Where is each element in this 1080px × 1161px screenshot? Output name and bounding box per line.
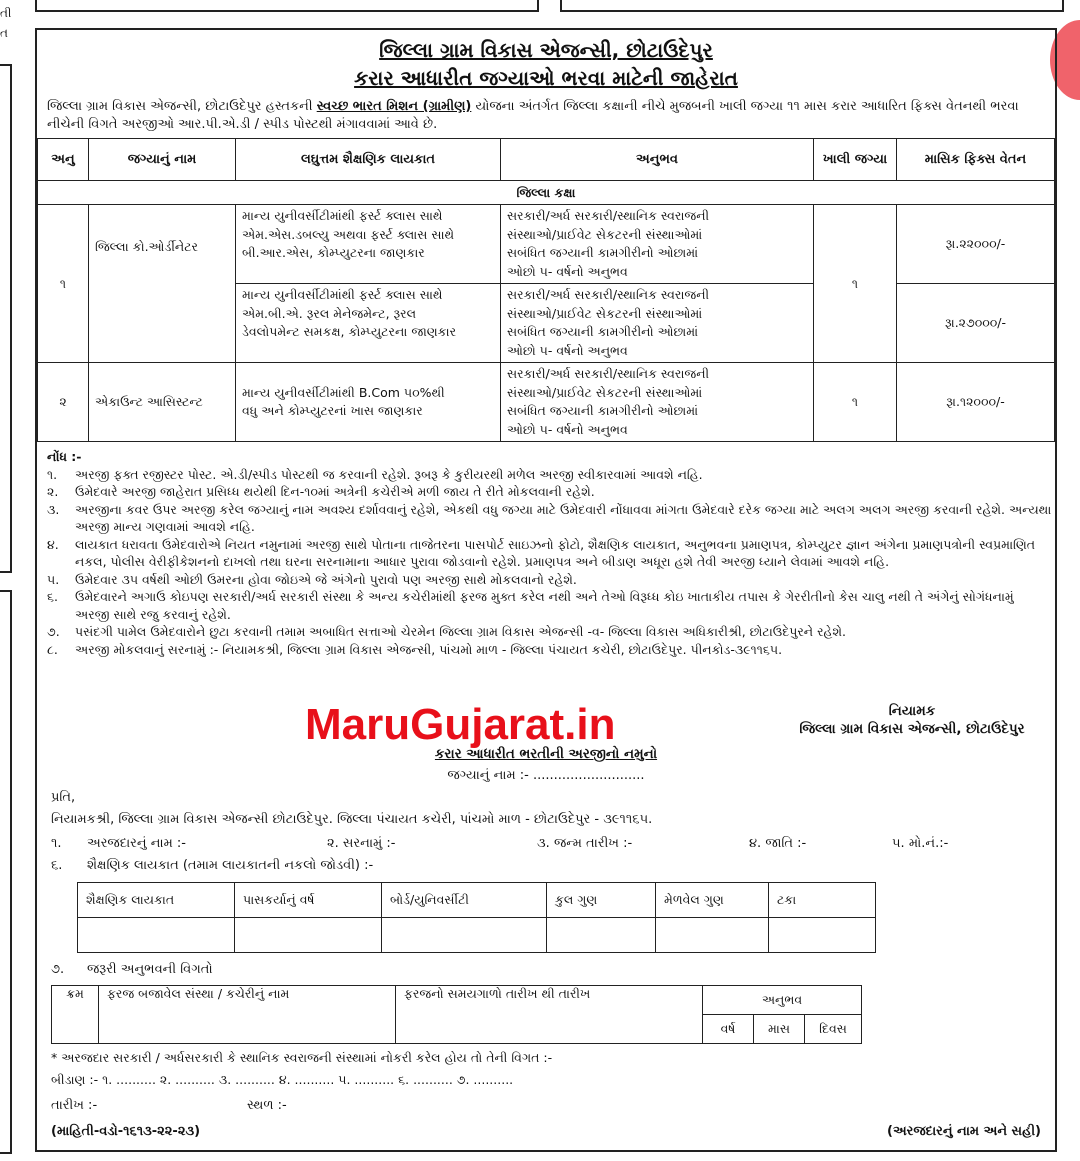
vacancy-count: ૧ [814,363,897,442]
signatory-title: નિયામક [888,703,936,719]
empty-cell[interactable] [78,918,235,953]
empty-cell[interactable] [656,918,769,953]
section-row [38,181,1055,205]
col-header: જગ્યાનું નામ [89,139,236,181]
empty-cell[interactable] [769,918,876,953]
col-header: ફરજ બજાવેલ સંસ્થા / કચેરીનું નામ [99,986,396,1044]
left-edge-fragment [0,0,14,1161]
attachments: બીડાણ :- ૧. .......... ૨. .......... ૩. .......... ૪. .......... ૫. .......... ૬. .......... ૭. .......... [51,1072,514,1087]
qualification: માન્ય યુનીવર્સીટીમાંથી B.Com ૫૦%થી વધુ અને કોમ્પ્યુટરનાં ખાસ જાણકાર [236,363,501,442]
col-header: ક્રમ [52,986,99,1044]
salary: રૂા.૨૨૦૦૦/- [897,205,1055,284]
row-number: ૧ [38,205,89,363]
date-field: તારીખ :- [51,1098,98,1113]
note-item: ૩. અરજીના કવર ઉપર અરજી કરેલ જગ્યાનું નામ અવશ્ય દર્શાવવાનું રહેશે, એકથી વધુ જગ્યા માટે ઉમેદવારી નોંધાવવા માંગતા ઉમેદવારે દરેક જગ્યા માટે અલગ અલગ અરજી કરવાની રહેશે. અન્યથા અરજી માન્ય ગણવામાં આવશે નહિ. [47,501,1052,534]
col-subheader: માસ [754,1015,805,1044]
col-header: અનુભવ [501,139,814,181]
empty-cell[interactable] [382,918,547,953]
col-subheader: વર્ષ [703,1015,754,1044]
field-mobile: ૫. મો.નં.:- [892,836,949,851]
salary: રૂા.૧૨૦૦૦/- [897,363,1055,442]
reference-number: (માહિતી-વડો-૧૬૧૩-૨૨-૨૩) [51,1124,201,1139]
col-header: બોર્ડ/યુનિવર્સીટી [382,883,547,918]
note-item: ૮. અરજી મોકલવાનું સરનામું :- નિયામકશ્રી, જિલ્લા ગ્રામ વિકાસ એજન્સી, પાંચમો માળ - જિલ્લા પંચાયત કચેરી, છોટાઉદેપુર. પીનકોડ-૩૯૧૧૬૫. [47,641,783,657]
experience: સરકારી/અર્ધ સરકારી/સ્થાનિક સ્વરાજની સંસ્થાઓ/પ્રાઈવેટ સેકટરની સંસ્થાઓમાં સબંધિત જગ્યાની કામગીરીનો ઓછામાં ઓછો ૫- વર્ષનો અનુભવ [501,363,814,442]
edge-text: તી [0,6,12,20]
col-header: ખાલી જગ્યા [814,139,897,181]
signatory-office: જિલ્લા ગ્રામ વિકાસ એજન્સી, છોટાઉદેપુર [799,721,1025,737]
signature-block [777,702,1047,738]
education-table [77,882,876,953]
form-prati: પ્રતિ, [51,790,76,805]
note-item: ૫. ઉમેદવાર ૩૫ વર્ષથી ઓછી ઉમરના હોવા જોઇએ જે અંગેનો પુરાવો પણ અરજી સાથે મોકલવાનો રહેશે. [47,571,577,587]
experience: સરકારી/અર્ધ સરકારી/સ્થાનિક સ્વરાજની સંસ્થાઓ/પ્રાઈવેટ સેકટરની સંસ્થાઓમાં સબંધિત જગ્યાની કામગીરીનો ઓછામાં ઓછો ૫- વર્ષનો અનુભવ [501,284,814,363]
table-header-row [38,139,1055,181]
col-header: અનુભવ [703,986,862,1015]
empty-cell[interactable] [235,918,382,953]
form-title: કરાર આધારીત ભરતીની અરજીનો નમુનો [434,746,658,762]
qualification: માન્ય યુનીવર્સીટીમાંથી ફર્સ્ટ ક્લાસ સાથે એમ.બી.એ. રૂરલ મેનેજમેન્ટ, રૂરલ ડેવલોપમેન્ટ સમકક્ષ, કોમ્પ્યુટરના જાણકાર [236,284,501,363]
col-header: કુલ ગુણ [547,883,656,918]
intro-text: જિલ્લા ગ્રામ વિકાસ એજન્સી, છોટાઉદેપુર હસ્તકની [47,99,317,114]
field-caste: ૪. જાતિ :- [749,836,807,851]
adjacent-ad-border [560,0,1064,12]
form-address: નિયામકશ્રી, જિલ્લા ગ્રામ વિકાસ એજન્સી છોટાઉદેપુર. જિલ્લા પંચાયત કચેરી, પાંચમો માળ - છોટાઉદેપુર - ૩૯૧૧૬૫. [51,812,653,827]
table-row [78,918,876,953]
section-label: જિલ્લા કક્ષા [38,181,1055,205]
notes-section [47,448,1052,658]
row-number: ૨ [38,363,89,442]
col-header: માસિક ફિક્સ વેતન [897,139,1055,181]
post-name: એકાઉન્ટ આસિસ્ટન્ટ [89,363,236,442]
ad-subtitle: કરાર આધારીત જગ્યાઓ ભરવા માટેની જાહેરાત [354,66,738,90]
note-item: ૨. ઉમેદવારે અરજી જાહેરાત પ્રસિધ્ધ થયેથી દિન-૧૦માં અત્રેની કચેરીએ મળી જાય તે રીતે મોકલવાની રહેશે. [47,484,595,499]
mission-name: સ્વચ્છ ભારત મિશન (ગ્રામીણ) [316,99,472,114]
edu-label: ૬. શૈક્ષણિક લાયકાત (તમામ લાયકાતની નકલો જોડવી) :- [51,858,374,873]
footnote: * અરજદાર સરકારી / અર્ધસરકારી કે સ્થાનિક સ્વરાજની સંસ્થામાં નોકરી કરેલ હોય તો તેની વિગત :- [51,1050,553,1065]
table-header-row [78,883,876,918]
col-header: લઘુત્તમ શૈક્ષણિક લાયકાત [236,139,501,181]
exp-label: ૭. જરૂરી અનુભવની વિગતો [51,962,213,977]
col-header: અનુ [38,139,89,181]
post-name: જિલ્લા કો.ઓર્ડીનેટર [89,205,236,363]
col-header: ફરજનો સમયગાળો તારીખ થી તારીખ [396,986,703,1044]
notes-heading: નોંધ :- [47,449,82,464]
advertisement [35,28,1057,1152]
experience-table [51,985,862,1044]
table-row [38,205,1055,284]
note-item: ૭. પસંદગી પામેલ ઉમેદવારોને છુટા કરવાની તમામ અબાધિત સત્તાઓ ચેરમેન જિલ્લા ગ્રામ વિકાસ એજન્સી -વ- જિલ્લા વિકાસ અધિકારીશ્રી, છોટાઉદેપુરને રહેશે. [47,624,847,639]
applicant-signature: (અરજદારનું નામ અને સહી) [887,1124,1041,1139]
empty-cell[interactable] [547,918,656,953]
field-dob: ૩. જન્મ તારીખ :- [537,836,633,851]
edge-text: ત [0,26,8,40]
adjacent-ad-border [35,0,539,12]
place-field: સ્થળ :- [247,1098,287,1113]
edge-box [0,590,12,1154]
top-strip [0,0,1080,22]
intro-text: યોજના અંતર્ગત જિલ્લા કક્ષાની નીચે મુજબની ખાલી જગ્યા ૧૧ માસ કરાર આધારિત ફિક્સ વેતનથી ભરવા નીચેની વિગતે અરજીઓ આર.પી.એ.ડી / સ્પીડ પોસ્ટથી મંગાવવામાં આવે છે. [47,99,1019,132]
note-item: ૪. લાયકાત ધરાવતા ઉમેદવારોએ નિયત નમુનામાં અરજી સાથે પોતાના તાજેતરના પાસપોર્ટ સાઇઝનો ફોટો, શૈક્ષણિક લાયકાત, અનુભવના પ્રમાણપત્ર, કોમ્પ્યુટર જ્ઞાન અંગેના પ્રમાણપત્રોની સ્વપ્રમાણિત નકલ, પોલીસ વેરીફીકેશનનો દાખલો તથા ઘરના સરનામાના આધાર પુરાવા જોડવાનો રહેશે. પ્રમાણપત્ર અને બીડાણ અધૂરા હશે તેવી અરજી ધ્યાને લેવામાં આવશે નહિ. [47,536,1036,569]
note-item: ૧. અરજી ફક્ત રજીસ્ટર પોસ્ટ. એ.ડી/સ્પીડ પોસ્ટથી જ કરવાની રહેશે. રૂબરૂ કે કુરીયરથી મળેલ અરજી સ્વીકારવામાં આવશે નહિ. [47,466,703,482]
vacancy-table [37,138,1055,442]
experience: સરકારી/અર્ધ સરકારી/સ્થાનિક સ્વરાજની સંસ્થાઓ/પ્રાઈવેટ સેકટરની સંસ્થાઓમાં સબંધિત જગ્યાની કામગીરીનો ઓછામાં ઓછો ૫- વર્ષનો અનુભવ [501,205,814,284]
field-applicant-name: ૧. અરજદારનું નામ :- [51,836,186,851]
col-header: પાસકર્યાનું વર્ષ [235,883,382,918]
col-header: મેળવેલ ગુણ [656,883,769,918]
note-item: ૬. ઉમેદવારને અગાઉ કોઇપણ સરકારી/અર્ધ સરકારી સંસ્થા કે અન્ય કચેરીમાંથી ફરજ મુક્ત કરેલ નથી અને તેઓ વિરૂધ્ધ કોઇ ખાતાકીય તપાસ કે ગેરરીતીનો કેસ ચાલુ નથી તે અંગેનું સોગંધનામું અરજી સાથે રજુ કરવાનું રહેશે. [47,589,1014,622]
col-header: શૈક્ષણિક લાયકાત [78,883,235,918]
edge-box [0,64,12,573]
table-header-row [52,986,862,1015]
form-post-line: જગ્યાનું નામ :- ........................... [447,768,645,783]
col-subheader: દિવસ [805,1015,862,1044]
table-row [38,363,1055,442]
col-header: ટકા [769,883,876,918]
salary: રૂા.૨૭૦૦૦/- [897,284,1055,363]
field-address: ૨. સરનામું :- [327,836,396,851]
intro-paragraph [47,98,1047,134]
watermark: MaruGujarat.in [305,700,616,749]
ad-title: જિલ્લા ગ્રામ વિકાસ એજન્સી, છોટાઉદેપુર [379,38,713,62]
vacancy-count: ૧ [814,205,897,363]
qualification: માન્ય યુનીવર્સીટીમાંથી ફર્સ્ટ ક્લાસ સાથે એમ.એસ.ડબલ્યુ અથવા ફર્સ્ટ ક્લાસ સાથે બી.આર.એસ, કોમ્પ્યુટરના જાણકાર [236,205,501,284]
